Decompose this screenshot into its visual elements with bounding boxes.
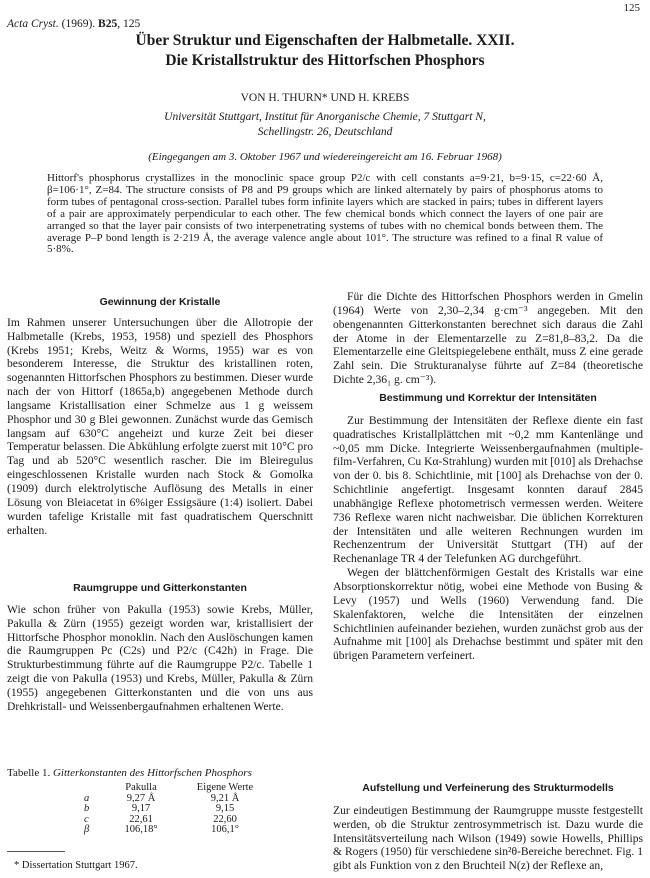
page-number: 125	[623, 2, 640, 14]
table-caption-prefix: Tabelle 1.	[7, 767, 53, 779]
table-row	[84, 794, 270, 805]
table-cell: β	[84, 824, 90, 835]
heading-gewinnung: Gewinnung der Kristalle	[99, 296, 221, 308]
paragraph-dichte: Für die Dichte des Hittorfschen Phosphors werden in Gmelin (1964) Werte von 2,30–2,34 g·cm⁻³ angegeben. Mit den obengenannten Gitterkonstanten berechnet sich daraus die Zahl der Atome in der Elementarzelle zu Z=81,8–83,2. Da die Elementarzelle eine Gleitspiegelebene enthält, muss Z eine gerade Zahl sein. Die Strukturanalyse führte auf Z=84 (theoretische Dichte 2,36₁ g. cm⁻³).	[333, 290, 643, 387]
citation-year: (1969).	[58, 18, 99, 30]
paragraph-gewinnung: Im Rahmen unserer Untersuchungen über die Allotropie der Halbmetalle (Krebs, 1953, 1958) und speziell des Phosphors (Krebs 1951; Krebs, Weitz & Worms, 1955) war es von besonderem Interesse, die Struktur des kristallinen roten, sogenannten Hittorfschen Phosphors zu bestimmen. Dieser wurde nach der von Hittorf (1865a,b) angegebenen Methode durch langsame Kristallisation einer Schmelze aus 1 g weissem Phosphor und 30 g Blei gewonnen. Zunächst wurde das Gemisch langsam auf 630°C angeheizt und kurze Zeit bei dieser Temperatur belassen. Die Abkühlung erfolgte zuerst mit 10°C pro Tag und ab 520°C wesentlich rascher. Die im Bleiregulus eingeschlossenen Kristalle wurden nach Stock & Gomolka (1909) durch elektrolytische Auflösung des Metalls in einer Lösung von Bleiacetat in 6%iger Essigsäure (1:4) isoliert. Dabei wurden tafelige Kristalle mit fast quadratischem Querschnitt erhalten.	[7, 315, 313, 537]
received-date: (Eingegangen am 3. Oktober 1967 und wiedereingereicht am 16. Februar 1968)	[148, 151, 502, 163]
affiliation-line1: Universität Stuttgart, Institut für Anorganische Chemie, 7 Stuttgart N,	[164, 111, 486, 123]
left-column	[7, 296, 313, 537]
table-row	[84, 804, 270, 815]
right-column	[333, 290, 643, 387]
table-cell: a	[84, 792, 90, 804]
abstract: Hittorf's phosphorus crystallizes in the monoclinic space group P2/c with cell constants a=9·21, b=9·15, c=22·60 Å, β=106·1°, Z=84. The structure consists of P8 and P9 groups which are linked alternately by pairs of phosphorus atoms to form tubes of pentagonal cross-section. Parallel tubes form infinite layers which are stacked in pairs; tubes in different layers of a pair are approximately perpendicular to each other. The few chemical bonds which connect the layers of one pair are arranged so that the layer pair consists of two interpenetrating systems of tubes with no chemical bonds between them. The average P–P bond length is 2·219 Å, the average valence angle about 101°. The structure was refined to a final R value of 5·8%.	[47, 172, 603, 256]
authors: VON H. THURN* UND H. KREBS	[240, 92, 410, 104]
paper-title-line1: Über Struktur und Eigenschaften der Halbmetalle. XXII.	[135, 32, 515, 49]
table-header: Eigene Werte	[196, 782, 254, 793]
table-header: Pakulla	[125, 782, 157, 793]
heading-strukturmodell: Aufstellung und Verfeinerung des Strukturmodells	[362, 782, 614, 794]
journal-name: Acta Cryst.	[7, 18, 59, 30]
table-cell: 106,1°	[211, 824, 239, 835]
table-cell: 9,17	[131, 803, 151, 814]
table-caption	[7, 767, 317, 779]
paragraph-absorption: Wegen der blättchenförmigen Gestalt des Kristalls war eine Absorptionskorrektur nötig, wobei eine Methode von Busing & Levy (1957) und Wells (1960) Verwendung fand. Die Skalenfaktoren, welche die Intensitäten der einzelnen Schichtlinien aufeinander beziehen, wurden zunächst grob aus der Aufnahme mit [100] als Drehachse bestimmt und später mit den übrigen Parametern verfeinert.	[333, 566, 643, 663]
right-column-part3	[333, 782, 643, 873]
table-cell: 22,61	[129, 813, 153, 825]
paragraph-raumgruppe: Wie schon früher von Pakulla (1953) sowie Krebs, Müller, Pakulla & Zürn (1955) gezeigt worden war, kristallisiert der Hittorfsche Phosphor monoklin. Nach den Auslöschungen kamen die Raumgruppen Pc (C2s) und P2/c (C42h) in Frage. Die Strukturbestimmung führte auf die Raumgruppe P2/c. Tabelle 1 zeigt die von Pakulla (1953) und Krebs, Müller, Pakulla & Zürn (1955) angegebenen Gitterkonstanten und die von uns aus Drehkristall- und Weissenbergaufnahmen erhaltenen Werte.	[7, 602, 313, 713]
journal-citation	[7, 18, 140, 30]
table-cell: 9,27 Å	[126, 792, 156, 804]
right-column-part2	[333, 392, 643, 663]
table-header-row	[84, 783, 270, 794]
footnote: * Dissertation Stuttgart 1967.	[14, 860, 138, 871]
paragraph-intensitaeten: Zur Bestimmung der Intensitäten der Reflexe diente ein fast quadratisches Kristallplättchen mit ~0,2 mm Kantenlänge und ~0,05 mm Dicke. Integrierte Weissenbergaufnahmen (multiple-film-Verfahren, Cu Kα-Strahlung) wurden mit [010] als Drehachse von der 0. bis 8. Schichtlinie, mit [100] als Drehachse von der 0. Schichtlinie angefertigt. Insgesamt konnten darauf 2845 unabhängige Reflexe photometrisch vermessen werden. Weitere 736 Reflexe waren nicht nachweisbar. Die üblichen Korrekturen der Intensitäten und alle weiteren Rechnungen wurden im Rechenzentrum der Universität Stuttgart (TH) auf der Rechenanlage TR 4 der Telefunken AG durchgeführt.	[333, 413, 643, 566]
citation-pages: , 125	[117, 18, 141, 30]
heading-raumgruppe: Raumgruppe und Gitterkonstanten	[73, 582, 247, 594]
table-cell: 106,18°	[124, 824, 158, 835]
table-cell: c	[84, 813, 89, 825]
paragraph-strukturmodell: Zur eindeutigen Bestimmung der Raumgruppe musste festgestellt werden, ob die Struktur zentrosymmetrisch ist. Dazu wurde die Intensitätsverteilung nach Wilson (1949) sowie Howells, Phillips & Rogers (1950) für verschiedene sin²θ-Bereiche berechnet. Fig. 1 gibt als Funktion von z den Bruchteil N(z) der Reflexe an,	[333, 803, 643, 873]
table-header	[84, 783, 102, 794]
table-row	[84, 815, 270, 826]
citation-volume: B25	[98, 18, 118, 30]
heading-intensitaeten: Bestimmung und Korrektur der Intensitäten	[379, 392, 597, 404]
footnote-rule	[7, 851, 65, 852]
paper-title-line2: Die Kristallstruktur des Hittorfschen Phosphors	[165, 52, 485, 69]
table-row	[84, 825, 270, 836]
table-cell: 9,21 Å	[210, 792, 240, 804]
table-cell: 9,15	[215, 803, 235, 814]
table-caption-text: Gitterkonstanten des Hittorfschen Phosphors	[52, 767, 252, 779]
affiliation-line2: Schellingstr. 26, Deutschland	[257, 126, 393, 138]
left-column-part2	[7, 582, 313, 714]
lattice-constants-table	[84, 783, 270, 836]
table-cell: 22,60	[213, 813, 237, 825]
affiliation	[0, 110, 650, 140]
table-cell: b	[84, 803, 90, 814]
